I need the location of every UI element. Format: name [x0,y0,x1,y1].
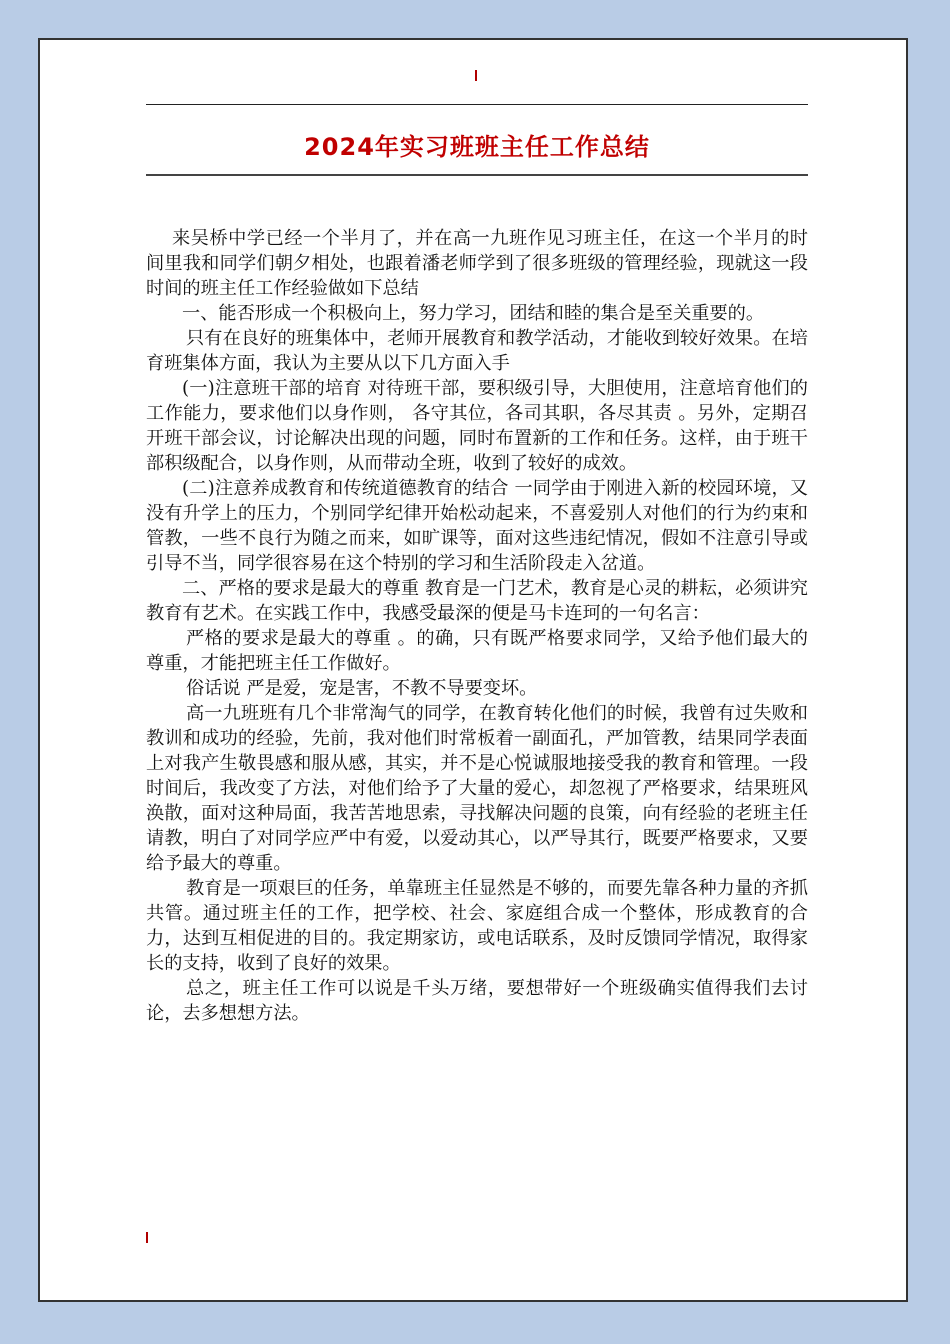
paragraph-quote: 严格的要求是最大的尊重 。的确，只有既严格要求同学，又给予他们最大的尊重，才能把班主任工作做好。 [146,628,808,674]
paragraph-intro: 来吴桥中学已经一个半月了，并在高一九班作见习班主任，在这一个半月的时间里我和同学们朝夕相处，也跟着潘老师学到了很多班级的管理经验，现就这一段时间的班主任工作经验做如下总结 [146,228,808,299]
paragraph-class-cadres: (一)注意班干部的培育 对待班干部，要积级引导，大胆使用，注意培育他们的工作能力，要求他们以身作则， 各守其位，各司其职，各尽其责 。另外，定期召开班干部会议，讨论解决出现的问题，同时布置新的工作和任务。这样，由于班干部积级配合，以身作则，从而带动全班，收到了较好的成效。 [146,378,808,474]
document-title: 2024年实习班班主任工作总结 [304,133,650,161]
document-page [38,38,908,1302]
paragraph-conclusion: 总之，班主任工作可以说是千头万绪，要想带好一个班级确实值得我们去讨论，去多想想方法。 [146,978,808,1024]
document-body [146,226,808,1026]
header-rule [146,104,808,105]
paragraph-proverb: 俗话说 严是爱，宠是害，不教不导要变坏。 [186,678,538,699]
title-rule [146,174,808,176]
paragraph-section-two-heading: 二、严格的要求是最大的尊重 教育是一门艺术，教育是心灵的耕耘，必须讲究教育有艺术。在实践工作中，我感受最深的便是马卡连珂的一句名言： [146,578,808,624]
paragraph-home-school: 教育是一项艰巨的任务，单靠班主任显然是不够的，而要先靠各种力量的齐抓共管。通过班主任的工作，把学校、社会、家庭组合成一个整体，形成教育的合力，达到互相促进的目的。我定期家访，或电话联系，及时反馈同学情况，取得家长的支持，收到了良好的效果。 [146,878,808,974]
paragraph-moral-education: (二)注意养成教育和传统道德教育的结合 一同学由于刚进入新的校园环境，又没有升学上的压力，个别同学纪律开始松动起来，不喜爱别人对他们的行为约束和管教，一些不良行为随之而来，如旷课等，面对这些违纪情况，假如不注意引导或引导不当，同学很容易在这个特别的学习和生活阶段走入岔道。 [146,478,808,574]
paragraph-experience: 高一九班班有几个非常淘气的同学，在教育转化他们的时候，我曾有过失败和教训和成功的经验，先前，我对他们时常板着一副面孔，严加管教，结果同学表面上对我产生敬畏感和服从感，其实，并不是心悦诚服地接受我的教育和管理。一段时间后，我改变了方法，对他们给予了大量的爱心，却忽视了严格要求，结果班风涣散，面对这种局面，我苦苦地思索，寻找解决问题的良策，向有经验的老班主任请教，明白了对同学应严中有爱，以爱动其心，以严导其行，既要严格要求，又要给予最大的尊重。 [146,703,808,874]
footer-marker [146,1232,148,1243]
header-marker [475,70,477,81]
paragraph-section-one-heading: 一、能否形成一个积极向上，努力学习，团结和睦的集合是至关重要的。 [182,303,765,324]
paragraph-class-collective: 只有在良好的班集体中，老师开展教育和教学活动，才能收到较好效果。在培育班集体方面，我认为主要从以下几方面入手 [146,328,808,374]
